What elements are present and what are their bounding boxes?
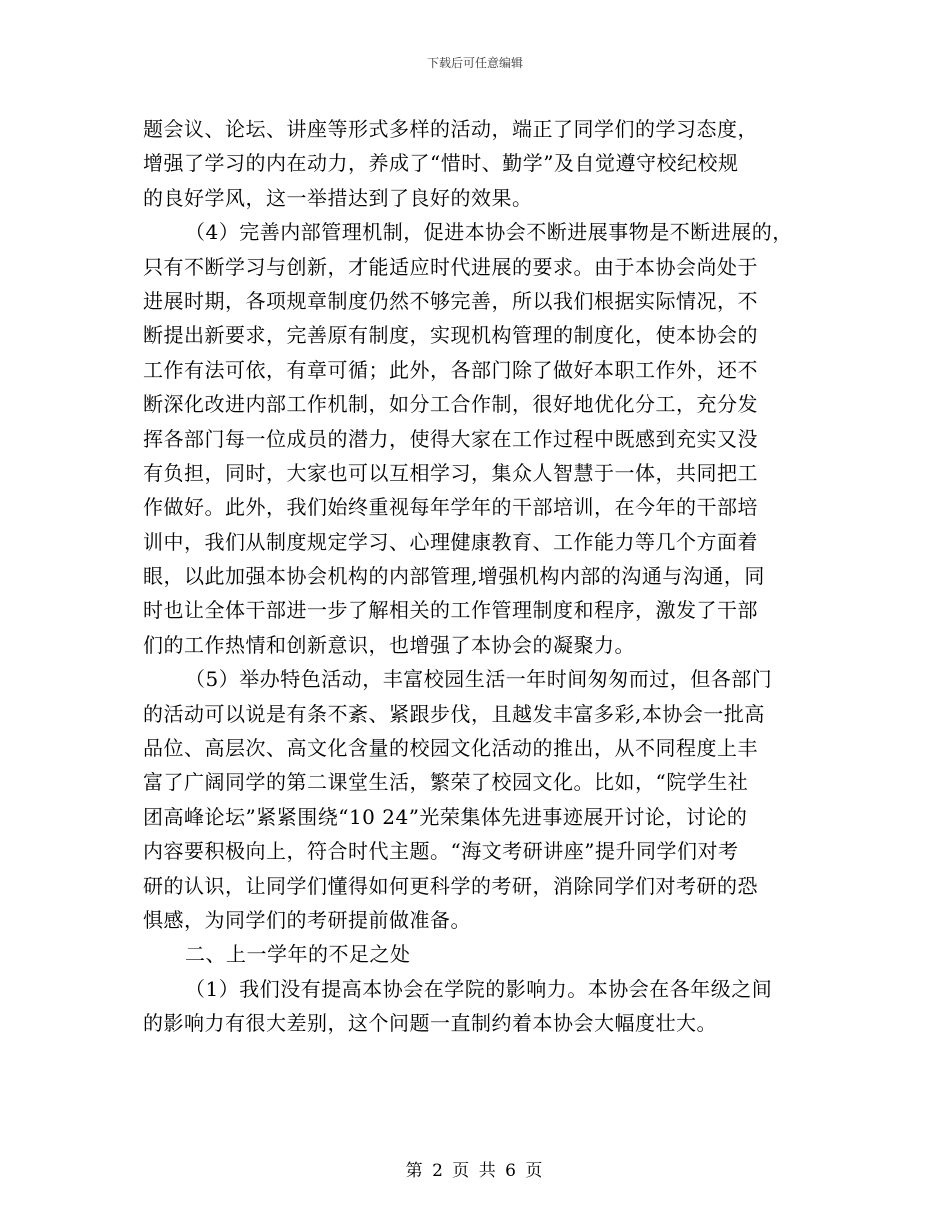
text-line: 们的工作热情和创新意识，也增强了本协会的凝聚力。 (143, 632, 635, 657)
text-line: 富了广阔同学的第二课堂生活，繁荣了校园文化。比如，“院学生社 (143, 770, 749, 795)
text-line: 内容要积极向上，符合时代主题。“海文考研讲座”提升同学们对考 (143, 839, 739, 864)
text-line: 工作有法可依，有章可循；此外，各部门除了做好本职工作外，还不 (143, 357, 758, 382)
paragraph-start-line: （4）完善内部管理机制，促进本协会不断进展事物是不断进展的， (185, 220, 793, 245)
paragraph-start-line: （5）举办特色活动，丰富校园生活一年时间匆匆而过，但各部门 (185, 667, 773, 692)
text-line: 品位、高层次、高文化含量的校园文化活动的推出，从不同程度上丰 (143, 736, 758, 761)
text-line: 有负担，同时，大家也可以互相学习，集众人智慧于一体，共同把工 (143, 460, 758, 485)
section-heading: 二、上一学年的不足之处 (185, 942, 411, 967)
text-line: 团高峰论坛”紧紧围绕“10 24”光荣集体先进事迹展开讨论，讨论的 (143, 804, 748, 829)
text-line: 的影响力有很大差别，这个问题一直制约着本协会大幅度壮大。 (143, 1011, 717, 1036)
document-body (143, 112, 823, 1041)
text-line: 研的认识，让同学们懂得如何更科学的考研，消除同学们对考研的恐 (143, 873, 758, 898)
text-line: 训中，我们从制度规定学习、心理健康教育、工作能力等几个方面着 (143, 529, 758, 554)
text-line: 的活动可以说是有条不紊、紧跟步伐，且越发丰富多彩,本协会一批高 (143, 701, 765, 726)
text-line: 时也让全体干部进一步了解相关的工作管理制度和程序，激发了干部 (143, 598, 758, 623)
text-line: 眼，以此加强本协会机构的内部管理,增强机构内部的沟通与沟通，同 (143, 564, 765, 589)
text-line: 的良好学风，这一举措达到了良好的效果。 (143, 185, 533, 210)
text-line: 惧感，为同学们的考研提前做准备。 (143, 907, 471, 932)
text-line: 只有不断学习与创新，才能适应时代进展的要求。由于本协会尚处于 (143, 254, 758, 279)
text-line: 进展时期，各项规章制度仍然不够完善，所以我们根据实际情况，不 (143, 288, 758, 313)
text-line: 断提出新要求，完善原有制度，实现机构管理的制度化，使本协会的 (143, 323, 758, 348)
page-number-footer: 第 2 页 共 6 页 (405, 1161, 545, 1181)
paragraph-start-line: （1）我们没有提高本协会在学院的影响力。本协会在各年级之间 (185, 976, 773, 1001)
text-line: 题会议、论坛、讲座等形式多样的活动，端正了同学们的学习态度， (143, 117, 758, 141)
text-line: 断深化改进内部工作机制，如分工合作制，很好地优化分工，充分发 (143, 392, 758, 417)
text-line: 作做好。此外，我们始终重视每年学年的干部培训，在今年的干部培 (143, 495, 758, 520)
text-line: 增强了学习的内在动力，养成了“惜时、勤学”及自觉遵守校纪校规 (143, 151, 739, 176)
page-header: 下载后可任意编辑 (426, 56, 523, 70)
text-line: 挥各部门每一位成员的潜力，使得大家在工作过程中既感到充实又没 (143, 426, 758, 451)
